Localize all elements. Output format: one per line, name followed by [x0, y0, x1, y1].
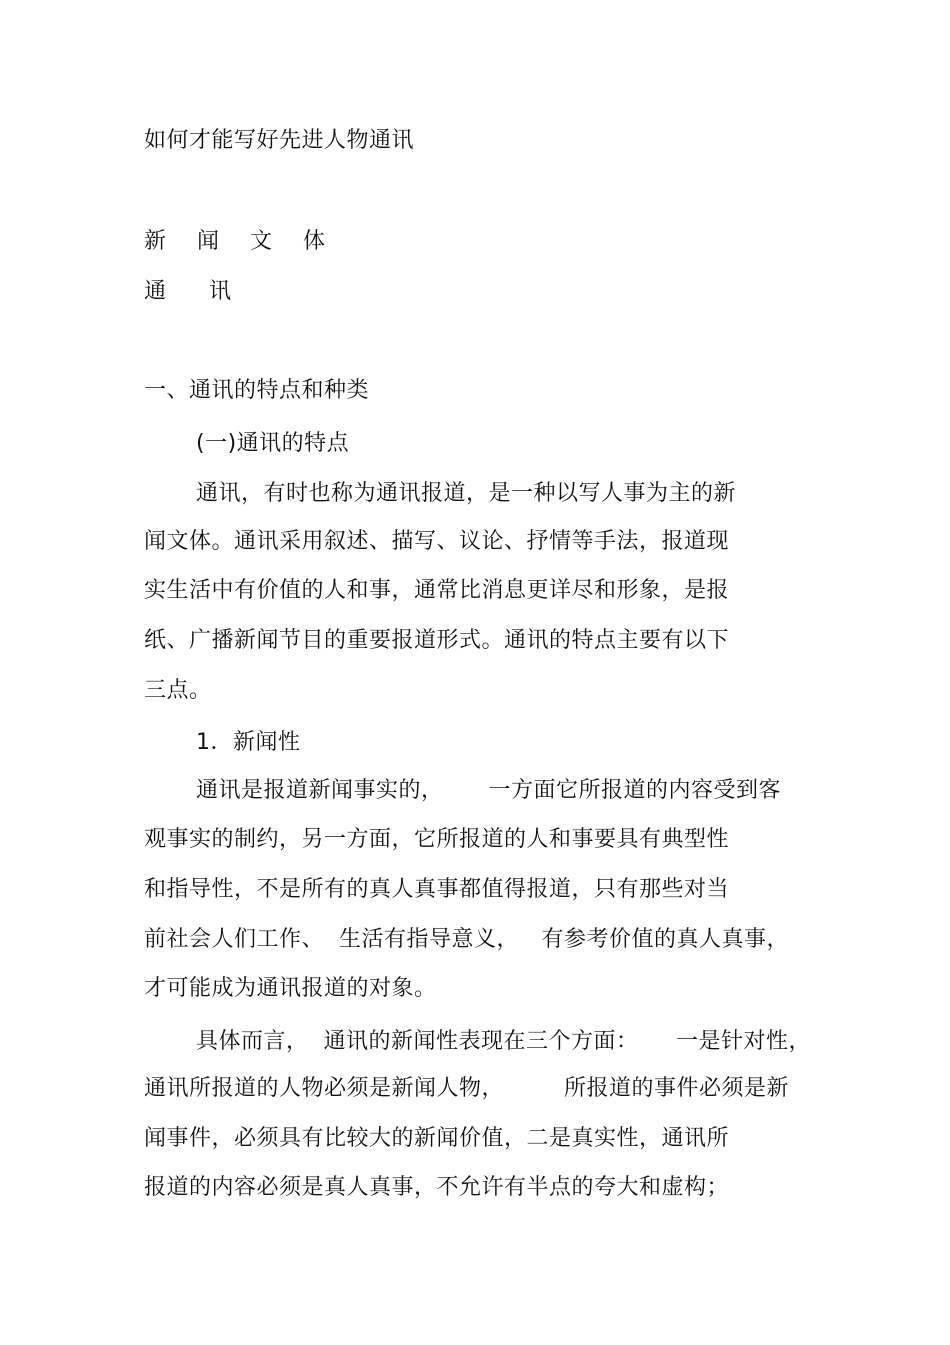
- paragraph-line: 闻文体。通讯采用叙述、描写、议论、抒情等手法，报道现: [144, 529, 730, 554]
- paragraph-line: 通讯是报道新闻事实的， 一方面它所报道的内容受到客: [196, 778, 781, 803]
- item-heading: 1．新闻性: [196, 730, 301, 755]
- paragraph-line: 三点。: [144, 678, 212, 703]
- paragraph-line: 实生活中有价值的人和事，通常比消息更详尽和形象，是报: [144, 578, 730, 603]
- paragraph-line: 前社会人们工作、 生活有指导意义， 有参考价值的真人真事，: [144, 927, 789, 952]
- subsection-heading: (一)通讯的特点: [196, 431, 350, 456]
- paragraph-line: 通讯，有时也称为通讯报道，是一种以写人事为主的新: [196, 481, 737, 506]
- paragraph-line: 具体而言， 通讯的新闻性表现在三个方面： 一是针对性，: [196, 1029, 811, 1054]
- paragraph-line: 纸、广播新闻节目的重要报道形式。通讯的特点主要有以下: [144, 628, 730, 653]
- category-label-1: 新 闻 文 体: [144, 229, 337, 254]
- paragraph-line: 才可能成为通讯报道的对象。: [144, 976, 437, 1001]
- paragraph-line: 闻事件，必须具有比较大的新闻价值，二是真实性，通讯所: [144, 1126, 730, 1151]
- paragraph-line: 通讯所报道的人物必须是新闻人物， 所报道的事件必须是新: [144, 1076, 789, 1101]
- paragraph-line: 观事实的制约，另一方面，它所报道的人和事要具有典型性: [144, 827, 730, 852]
- paragraph-line: 报道的内容必须是真人真事，不允许有半点的夸大和虚构；: [144, 1175, 730, 1200]
- section-heading: 一、通讯的特点和种类: [144, 378, 370, 403]
- paragraph-line: 和指导性，不是所有的真人真事都值得报道，只有那些对当: [144, 877, 730, 902]
- document-title: 如何才能写好先进人物通讯: [144, 128, 415, 153]
- category-label-2: 通 讯: [144, 279, 249, 304]
